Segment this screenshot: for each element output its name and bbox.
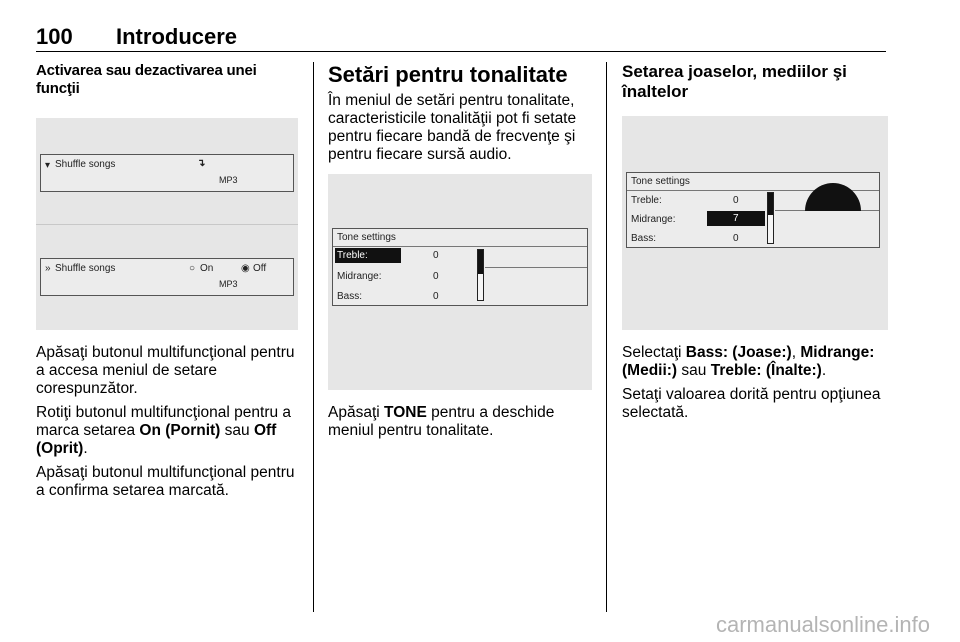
paragraph: Setaţi valoarea dorită pentru opţiunea selectată. [622,386,881,421]
source-label: MP3 [219,175,238,185]
option-off: Off [253,263,267,274]
paragraph: Apăsaţi butonul multifuncţional pentru a accesa meniul de setare corespunzător. [36,344,295,397]
level-bar [767,192,774,244]
menu-box [40,258,294,296]
paragraph: Rotiţi butonul multifuncţional pentru a marca setarea On (Pornit) sau Off (Oprit). [36,404,292,457]
row-label: Treble: [631,195,662,206]
source-label: MP3 [219,279,238,289]
paragraph: În meniul de setări pentru tonalitate, caracteristicile tonalităţii pot fi setate pentru fiecare bandă de frecvenţe şi pentru fiecare sursă audio. [328,92,577,163]
tone-box [626,172,880,248]
menu-box [40,154,294,192]
row-value: 7 [733,213,739,224]
column-divider [606,62,607,612]
menu-label: Shuffle songs [55,159,116,170]
radio-empty-icon: ○ [189,263,196,274]
column-3 [622,62,888,422]
menu-label: Shuffle songs [55,263,116,274]
paragraph: Apăsaţi butonul multifuncţional pentru a confirma setarea marcată. [36,464,295,499]
row-label: Midrange: [631,214,676,225]
row-label: Bass: [631,233,657,244]
level-bar [477,249,484,301]
row-value: 0 [733,195,739,206]
row-value: 0 [433,291,439,302]
column-1 [36,62,298,500]
screen-title: Tone settings [337,232,396,243]
row-value: 0 [733,233,739,244]
chevron-down-icon: ▾ [45,160,51,171]
screenshot-tone-settings [328,174,592,390]
separator [36,224,298,225]
tone-box [332,228,588,306]
page-number: 100 [36,24,73,49]
double-chevron-icon: » [45,263,51,274]
row-label: Treble: [337,250,368,261]
section-heading: Setarea joaselor, mediilor şi înaltelor [622,62,847,101]
watermark: carmanualsonline.info [715,612,930,637]
radio-filled-icon: ◉ [241,263,250,274]
page-header [36,24,886,52]
screenshot-tone-adjust [622,116,888,330]
screen-title: Tone settings [631,176,690,187]
section-heading: Activarea sau dezactivarea unei funcţii [36,62,257,97]
row-value: 0 [433,271,439,282]
separator [485,267,587,268]
corner-arrow-icon: ↴ [197,158,206,169]
equalizer-curve [805,183,861,211]
option-on: On [200,263,214,274]
row-label: Midrange: [337,271,382,282]
screenshot-shuffle [36,118,298,330]
row-value: 0 [433,250,439,261]
section-heading: Setări pentru tonalitate [328,62,568,87]
paragraph: Selectaţi Bass: (Joase:), Midrange: (Medii:) sau Treble: (Înalte:). [622,344,875,379]
row-label: Bass: [337,291,363,302]
paragraph: Apăsaţi TONE pentru a deschide meniul pentru tonalitate. [328,404,555,439]
section-title: Introducere [116,24,238,49]
separator [333,246,587,247]
column-divider [313,62,314,612]
column-2 [328,62,592,440]
